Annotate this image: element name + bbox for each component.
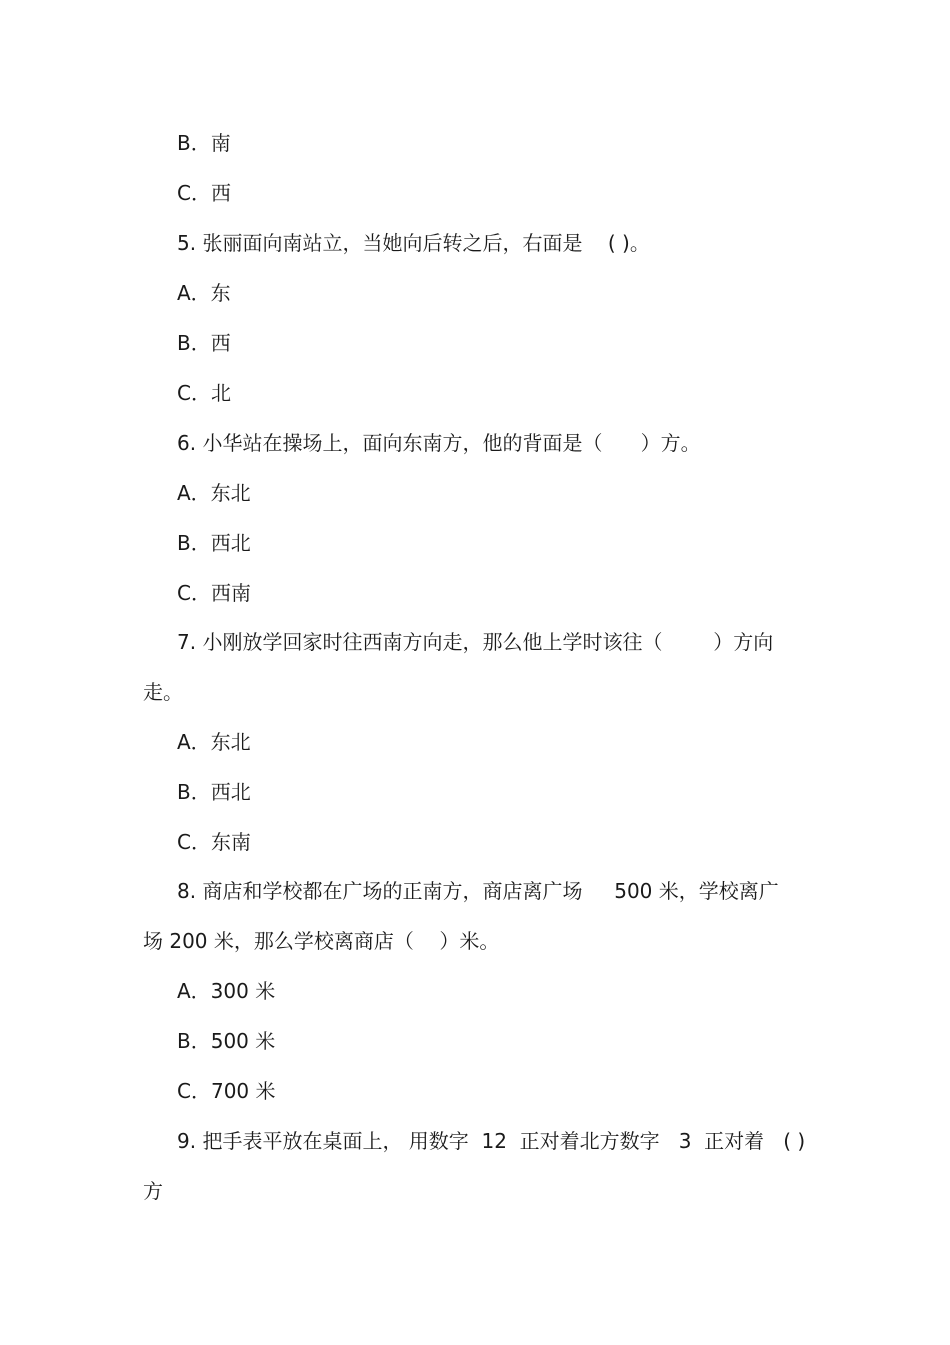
- option-a-q5: A．东: [177, 281, 231, 305]
- question-7: 7. 小刚放学回家时往西南方向走，那么他上学时该往（ ）方向: [177, 630, 774, 654]
- option-c-q5: C．北: [177, 381, 231, 405]
- option-a-q6: A．东北: [177, 481, 251, 505]
- option-b-q6: B．西北: [177, 531, 251, 555]
- question-6: 6. 小华站在操场上，面向东南方，他的背面是（ ）方。: [177, 431, 701, 455]
- option-c-q8: C．700 米: [177, 1079, 276, 1103]
- option-c-q7: C．东南: [177, 830, 251, 854]
- option-c-q4: C．西: [177, 181, 231, 205]
- question-9-continued: 方: [143, 1179, 163, 1203]
- option-b-q8: B．500 米: [177, 1029, 276, 1053]
- question-7-continued: 走。: [143, 680, 183, 704]
- question-5: 5. 张丽面向南站立，当她向后转之后，右面是 ( )。: [177, 231, 650, 255]
- option-c-q6: C．西南: [177, 581, 251, 605]
- option-a-q7: A．东北: [177, 730, 251, 754]
- question-8: 8. 商店和学校都在广场的正南方，商店离广场 500 米，学校离广: [177, 879, 779, 903]
- option-b-q7: B．西北: [177, 780, 251, 804]
- option-a-q8: A．300 米: [177, 979, 276, 1003]
- question-8-continued: 场 200 米，那么学校离商店（ ）米。: [143, 929, 500, 953]
- option-b-q4: B．南: [177, 131, 231, 155]
- question-9: 9. 把手表平放在桌面上， 用数字 12 正对着北方数字 3 正对着 ( ): [177, 1129, 806, 1153]
- option-b-q5: B．西: [177, 331, 231, 355]
